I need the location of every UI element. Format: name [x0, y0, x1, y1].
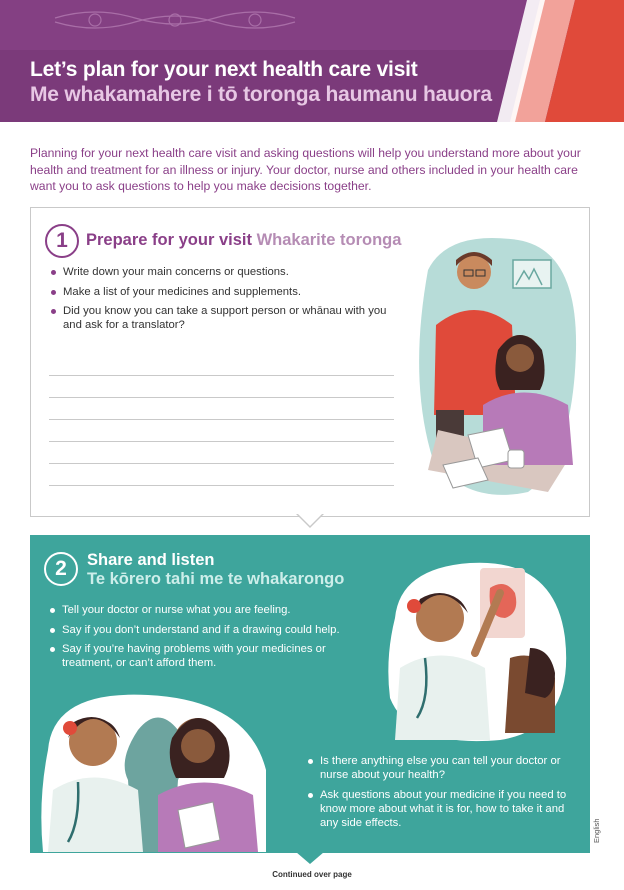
- section-share-title: Share and listen: [87, 551, 215, 569]
- list-item: Say if you’re having problems with your medicines or treatment, or can’t afford them.: [48, 642, 368, 670]
- note-line: [49, 420, 394, 442]
- prepare-list: [49, 265, 389, 338]
- section-prepare-title: [86, 231, 401, 250]
- language-label: English: [592, 818, 601, 843]
- section-prepare-title-mi: Whakarite toronga: [256, 231, 402, 249]
- list-item: Tell your doctor or nurse what you are feeling.: [48, 603, 368, 617]
- continued-note: Continued over page: [272, 870, 352, 879]
- list-item: Make a list of your medicines and supplements.: [49, 285, 389, 299]
- list-item: Write down your main concerns or questions.: [49, 265, 389, 279]
- section-share-title-maori: Te kōrero tahi me te whakarongo: [87, 570, 345, 588]
- step-number-2: 2: [44, 552, 78, 586]
- list-item: Say if you don’t understand and if a drawing could help.: [48, 623, 368, 637]
- page-title: Let’s plan for your next health care visit: [30, 58, 418, 81]
- notes-lines: [49, 354, 394, 486]
- page-title-maori: Me whakamahere i tō toronga haumanu hauora: [30, 83, 492, 106]
- nurse-explaining-illustration: [380, 558, 580, 743]
- note-line: [49, 354, 394, 376]
- header-banner: [0, 0, 624, 122]
- step-number-1: 1: [45, 224, 79, 258]
- doctor-patient-illustration: [408, 230, 578, 500]
- note-line: [49, 376, 394, 398]
- note-line: [49, 464, 394, 486]
- share-list-bottom: [306, 754, 584, 835]
- note-line: [49, 398, 394, 420]
- section-prepare-title-en: Prepare for your visit: [86, 231, 252, 249]
- section-bottom-notch: [296, 852, 324, 864]
- list-item: Did you know you can take a support person or whānau with you and ask for a translator?: [49, 304, 389, 332]
- list-item: Is there anything else you can tell your doctor or nurse about your health?: [306, 754, 584, 782]
- note-line: [49, 442, 394, 464]
- section-divider-notch-inner: [297, 513, 323, 526]
- nurse-and-patient-illustration: [38, 690, 268, 852]
- list-item: Ask questions about your medicine if you need to know more about what it is for, how to take it and any side effects.: [306, 788, 584, 830]
- share-list-top: [48, 603, 368, 676]
- intro-paragraph: Planning for your next health care visit and asking questions will help you understand more about your health and treatment for an illness or injury. Your doctor, nurse and others included in your health care want you to ask questions to help you make decisions together.: [30, 146, 581, 193]
